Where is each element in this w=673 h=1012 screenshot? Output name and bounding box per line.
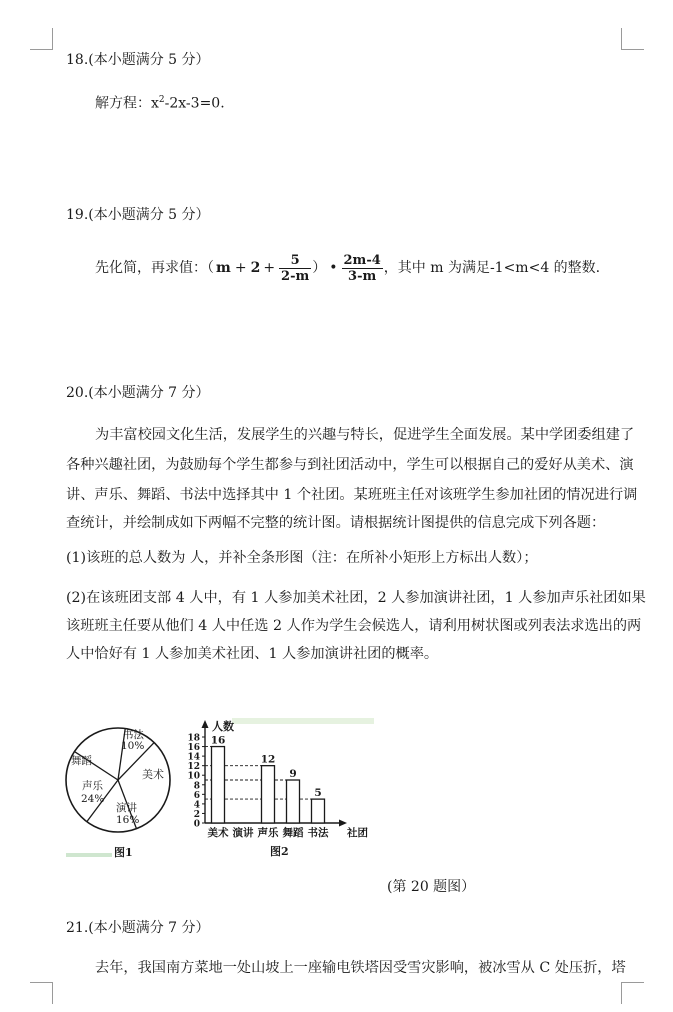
q20-sub1: (1)该班的总人数为 人，并补全条形图（注：在所补小矩形上方标出人数）； — [66, 550, 538, 566]
q18-prompt: 解方程： — [95, 95, 151, 112]
pie-chart — [60, 715, 180, 865]
crop-mark-top-left-v — [52, 28, 53, 50]
y-tick-label-12: 12 — [187, 762, 200, 773]
q19-plus-1: + — [234, 260, 247, 276]
q18-eq-rest: -2x-3=0. — [164, 95, 225, 112]
q18-eq-exp: 2 — [158, 95, 165, 105]
bar-chart — [187, 712, 390, 862]
q19-frac2-den: 3-m — [348, 268, 377, 284]
q20-header: 20.(本小题满分 7 分） — [66, 385, 210, 401]
figure-caption: (第 20 题图） — [387, 879, 476, 895]
pie-value-yanjiang: 16% — [116, 814, 140, 826]
q21-header: 21.(本小题满分 7 分） — [66, 920, 210, 936]
bar-4 — [312, 799, 325, 823]
q19-term-2: 2 — [250, 260, 261, 276]
q19-suffix: ，其中 m 为满足-1<m<4 的整数. — [383, 260, 601, 276]
y-tick-label-2: 2 — [193, 809, 200, 820]
crop-mark-top-right-h — [622, 49, 644, 50]
bar-0 — [212, 747, 225, 823]
q18-equation — [95, 90, 225, 114]
bar-2 — [262, 766, 275, 823]
q20-para-line-4: 查统计，并绘制成如下两幅不完整的统计图。请根据统计图提供的信息完成下列各题： — [66, 515, 606, 531]
pie-value-shengyue: 24% — [81, 793, 105, 805]
x-tick-label-4: 书法 — [307, 827, 329, 839]
q19-frac2-num: 2m-4 — [343, 252, 381, 268]
q19-close-paren: ） — [312, 260, 327, 276]
y-tick-label-8: 8 — [193, 781, 200, 792]
q20-para-line-3: 讲、声乐、舞蹈、书法中选择其中 1 个社团。某班班主任对该班学生参加社团的情况进行调 — [66, 487, 638, 503]
q19-expression — [95, 248, 600, 288]
crop-mark-top-left-h — [30, 49, 52, 50]
q19-dot: • — [329, 260, 338, 276]
bar-title: 图2 — [270, 845, 289, 858]
pie-label-shengyue: 声乐 — [82, 780, 103, 792]
q21-para-line: 去年，我国南方菜地一处山坡上一座输电铁塔因受雪灾影响，被冰雪从 C 处压折，塔 — [95, 960, 626, 976]
pie-title: 图1 — [114, 846, 133, 859]
y-tick-label-10: 10 — [187, 771, 200, 782]
y-tick-label-0: 0 — [193, 819, 200, 830]
q19-plus-2: + — [263, 260, 276, 276]
q19-frac1-num: 5 — [279, 253, 311, 269]
q18-eq-base: x — [151, 95, 159, 112]
q19-fraction-2 — [342, 253, 383, 284]
q18-header: 18.(本小题满分 5 分） — [66, 52, 210, 68]
q20-sub2-line-3: 人中恰好有 1 人参加美术社团、1 人参加演讲社团的概率。 — [66, 646, 439, 662]
q20-sub2-line-2: 该班班主任要从他们 4 人中任选 2 人作为学生会候选人，请利用树状图或列表法求选出的两 — [66, 618, 642, 634]
crop-mark-bottom-right-h — [622, 982, 644, 983]
bar-ylabel: 人数 — [212, 720, 234, 733]
q19-prefix: 先化简，再求值：（ — [95, 260, 214, 276]
q19-frac1-den: 2-m — [281, 268, 310, 284]
y-tick-label-18: 18 — [187, 733, 200, 744]
x-axis-arrow-icon — [339, 820, 347, 827]
crop-mark-top-right-v — [621, 28, 622, 50]
crop-mark-bottom-left-v — [52, 982, 53, 1004]
q20-para-line-2: 各种兴趣社团，为鼓励每个学生都参与到社团活动中，学生可以根据自己的爱好从美术、演 — [66, 457, 634, 473]
q19-header: 19.(本小题满分 5 分） — [66, 207, 210, 223]
crop-mark-bottom-right-v — [621, 982, 622, 1004]
y-tick-label-14: 14 — [187, 752, 200, 763]
pie-label-yanjiang: 演讲 — [116, 802, 137, 814]
bar-value-label-3: 9 — [289, 768, 297, 780]
x-tick-label-0: 美术 — [207, 827, 229, 839]
bar-value-label-4: 5 — [314, 787, 322, 800]
q19-fraction-1 — [279, 253, 311, 284]
bar-xlabel: 社团 — [347, 827, 368, 839]
crop-mark-bottom-left-h — [30, 982, 52, 983]
bar-3 — [287, 780, 300, 823]
pie-label-meishu: 美术 — [142, 768, 164, 781]
pie-value-shufa: 10% — [121, 740, 145, 752]
y-tick-label-6: 6 — [193, 790, 200, 801]
pie-label-wudao: 舞蹈 — [71, 755, 92, 767]
q20-para-line-1: 为丰富校园文化生活，发展学生的兴趣与特长，促进学生全面发展。某中学团委组建了 — [95, 427, 635, 443]
y-tick-label-4: 4 — [193, 800, 200, 811]
bar-chart-scan-shade — [232, 718, 374, 724]
q20-sub2-line-1: (2)在该班团支部 4 人中，有 1 人参加美术社团，2 人参加演讲社团，1 人参加声乐社团如果 — [66, 590, 646, 606]
x-tick-label-1: 演讲 — [232, 827, 254, 839]
bar-value-label-0: 16 — [210, 734, 226, 747]
x-tick-label-2: 声乐 — [257, 827, 279, 839]
pie-label-shufa: 书法 — [123, 729, 144, 741]
x-tick-label-3: 舞蹈 — [282, 827, 304, 839]
q19-term-m: m — [216, 260, 231, 276]
bar-value-label-2: 12 — [260, 753, 276, 766]
y-tick-label-16: 16 — [187, 743, 200, 754]
